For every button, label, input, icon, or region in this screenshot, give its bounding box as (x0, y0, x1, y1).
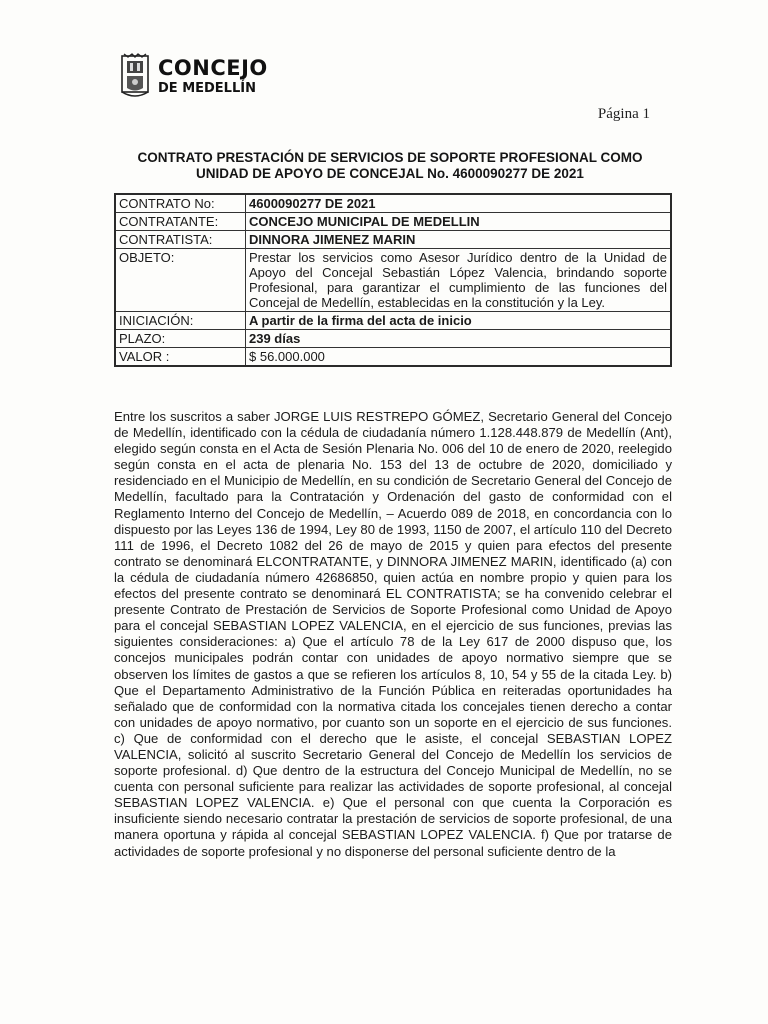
table-row (115, 249, 671, 312)
row-label: CONTRATISTA: (115, 231, 246, 249)
table-row (115, 231, 671, 249)
table-row (115, 213, 671, 231)
row-label: VALOR : (115, 348, 246, 367)
row-value: 4600090277 DE 2021 (246, 194, 672, 213)
table-row (115, 348, 671, 367)
row-value: Prestar los servicios como Asesor Jurídico dentro de la Unidad de Apoyo del Concejal Sebastián López Valencia, brindando soporte Profesional, para garantizar el cumplimiento de las funciones del Concejal de Medellín, establecidas en la constitución y la Ley. (246, 249, 672, 312)
title-line-2: UNIDAD DE APOYO DE CONCEJAL No. 4600090277 DE 2021 (196, 166, 584, 181)
row-value: A partir de la firma del acta de inicio (246, 312, 672, 330)
contract-body-paragraph: Entre los suscritos a saber JORGE LUIS RESTREPO GÓMEZ, Secretario General del Concejo de Medellín, identificado con la cédula de ciudadanía número 1.128.448.879 de Medellín (Ant), elegido según consta en el Acta de Sesión Plenaria No. 006 del 10 de enero de 2020, reelegido según consta en el acta de plenaria No. 153 del 13 de octubre de 2020, domiciliado y residenciado en el Municipio de Medellín, en su condición de Secretario General del Concejo de Medellín, facultado para la Contratación y Ordenación del gasto de conformidad con el Reglamento Interno del Concejo de Medellín, – Acuerdo 089 de 2018, en concordancia con lo dispuesto por las Leyes 136 de 1994, Ley 80 de 1993, 1150 de 2007, el artículo 110 del Decreto 111 de 1996, el Decreto 1082 del 26 de mayo de 2015 y quien para efectos del presente contrato se denominará ELCONTRATANTE, y DINNORA JIMENEZ MARIN, identificado (a) con la cédula de ciudadanía número 42686850, quien actúa en nombre propio y quien para los efectos del presente contrato se denominará EL CONTRATISTA; se ha convenido celebrar el presente Contrato de Prestación de Servicios de Soporte Profesional como Unidad de Apoyo para el concejal SEBASTIAN LOPEZ VALENCIA, en el ejercicio de sus funciones, previas las siguientes consideraciones: a) Que el artículo 78 de la Ley 617 de 2000 dispuso que, los concejos municipales podrán contar con unidades de apoyo normativo siempre que se observen los límites de gastos a que se refieren los artículos 8, 10, 54 y 55 de la citada Ley. b) Que el Departamento Administrativo de la Función Pública en reiteradas oportunidades ha señalado que de conformidad con la normativa citada los concejales tienen derecho a contar con unidades de apoyo normativo, por cuanto son un soporte en el ejercicio de sus funciones. c) Que de conformidad con el derecho que le asiste, el concejal SEBASTIAN LOPEZ VALENCIA, solicitó al suscrito Secretario General del Concejo de Medellín los servicios de soporte profesional. d) Que dentro de la estructura del Concejo Municipal de Medellín, no se cuenta con personal suficiente para realizar las actividades de soporte profesional, al concejal SEBASTIAN LOPEZ VALENCIA. e) Que el personal con que cuenta la Corporación es insuficiente siendo necesario contratar la prestación de servicios de soporte profesional, de una manera oportuna y rápida al concejal SEBASTIAN LOPEZ VALENCIA. f) Que por tratarse de actividades de soporte profesional y no disponerse del personal suficiente dentro de la (114, 409, 672, 859)
row-label: PLAZO: (115, 330, 246, 348)
page-number: Página 1 (597, 106, 650, 122)
table-row (115, 312, 671, 330)
row-label: INICIACIÓN: (115, 312, 246, 330)
row-value: DINNORA JIMENEZ MARIN (246, 231, 672, 249)
document-title (100, 150, 680, 182)
logo-title: CONCEJO (158, 55, 268, 80)
concejo-logo (118, 52, 268, 100)
logo-text (158, 55, 268, 96)
row-label: CONTRATO No: (115, 194, 246, 213)
row-value: 239 días (246, 330, 672, 348)
medellin-coat-of-arms-icon (118, 52, 152, 100)
row-label: OBJETO: (115, 249, 246, 312)
contract-summary-table (114, 193, 672, 367)
table-row (115, 330, 671, 348)
title-line-1: CONTRATO PRESTACIÓN DE SERVICIOS DE SOPORTE PROFESIONAL COMO (137, 150, 643, 165)
logo-subtitle: DE MEDELLÍN (158, 80, 256, 96)
row-value: $ 56.000.000 (246, 348, 672, 367)
table-row (115, 194, 671, 213)
row-value: CONCEJO MUNICIPAL DE MEDELLIN (246, 213, 672, 231)
row-label: CONTRATANTE: (115, 213, 246, 231)
